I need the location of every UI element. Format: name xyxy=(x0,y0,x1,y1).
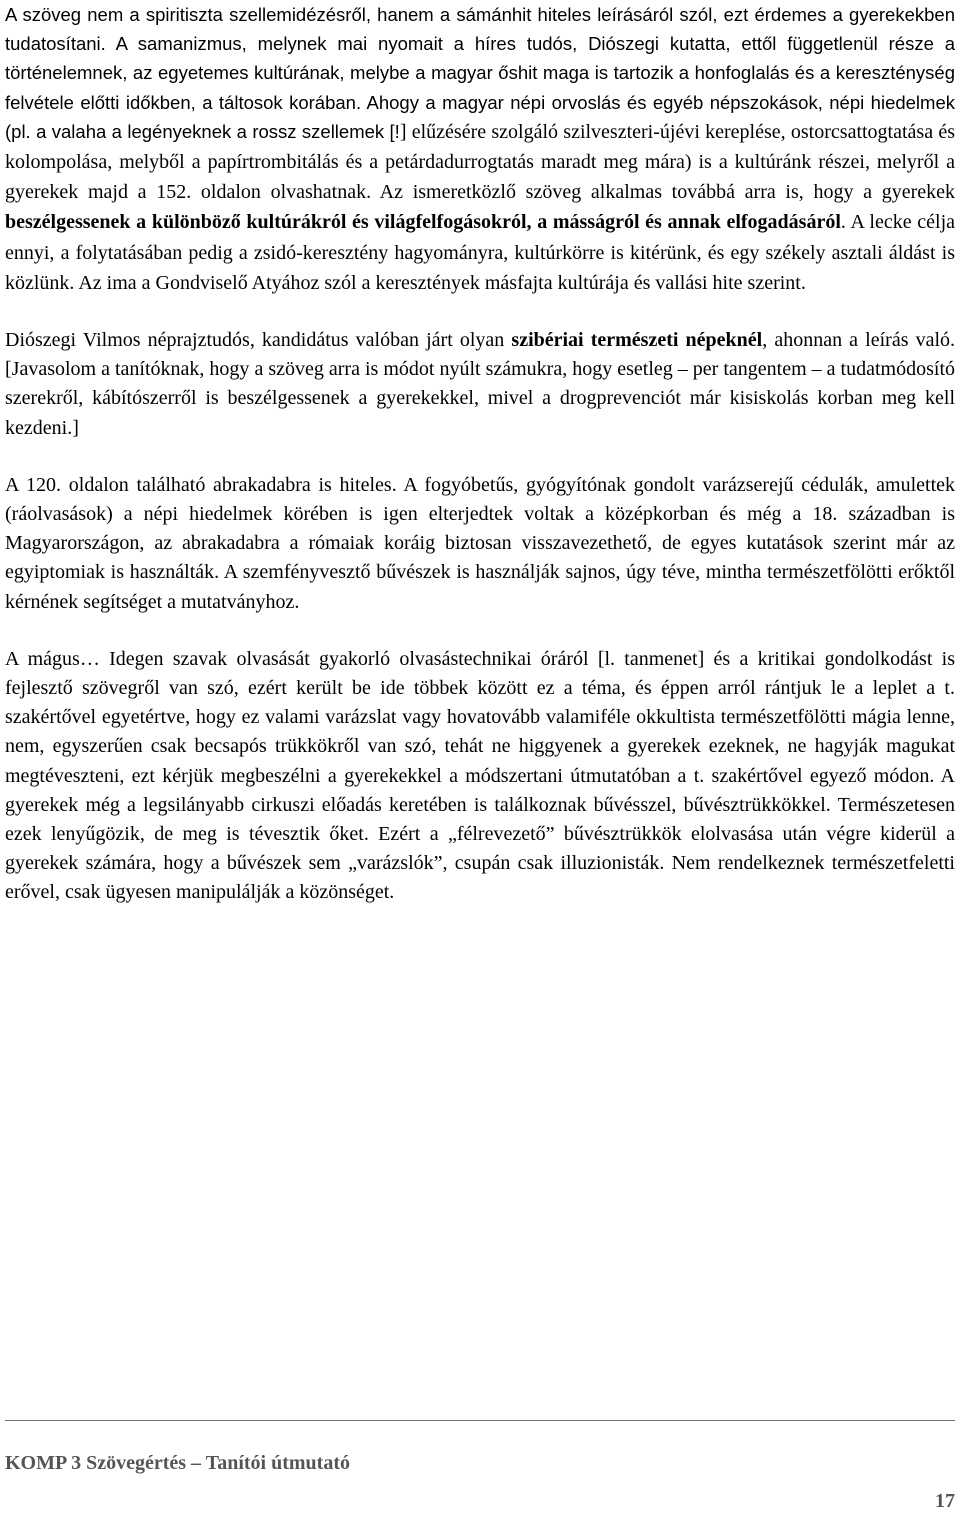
paragraph-shamanism-closing-text: . A lecke célja ennyi, a folytatásában pedig a zsidó-keresztény hagyományra, kultúrkörre is kitérünk, és egy székely asztali áldást is közlünk. Az ima a Gondviselő Atyához szól a keresztények másfajta kultúrája és vallási hite szerint. xyxy=(5,211,955,294)
paragraph-magus: A mágus… Idegen szavak olvasását gyakorló olvasástechnikai óráról [l. tanmenet] és a kritikai gondolkodást is fejlesztő szövegről van szó, ezért került be ide többek között ez a téma, és éppen arról rántjuk le a leplet a t. szakértővel egyetértve, hogy ez valami varázslat vagy hovatovább valamiféle okkultista természetfölötti mágia lenne, nem, egyszerűen csak becsapós trükkökről van szó, tehát ne higgyenek a gyerekek ezeknek, ne hagyják magukat megtéveszteni, ezt kérjük megbeszélni a gyerekekkel a módszertani útmutatóban a t. szakértővel egyező módon. A gyerekek még a legsilányabb cirkuszi előadás keretében is találkoznak bűvésszel, bűvésztrükkökkel. Természetesen ezek lenyűgözik, de meg is tévesztik őket. Ezért a „félrevezető” bűvésztrükkök elolvasása után végre kiderül a gyerekek számára, hogy a bűvészek sem „varázslók”, csupán csak illuzionisták. Nem rendelkeznek természetfeletti erővel, csak ügyesen manipulálják a közönséget. xyxy=(5,647,955,904)
paragraph-shamanism-sans-text: A szöveg nem a spiritiszta szellemidézésről, hanem a sámánhit hiteles leírásáról szól, ezt érdemes a gyerekekben tudatosítani. A samanizmus, melynek mai nyomait a híres tudós, Diószegi kutatta, ettől függetlenül része a történelemnek, az egyetemes kultúrának, melybe a magyar őshit maga is tartozik a honfoglalás és a kereszténység felvétele előtti időkben, a táltosok korában. Ahogy a magyar népi orvoslás és egyéb népszokások, népi hiedelmek (pl. a valaha a legényeknek a rossz szellemek [! xyxy=(5,4,955,142)
page-number: 17 xyxy=(935,1490,955,1512)
paragraph-shamanism xyxy=(5,0,955,298)
paragraph-dioszegi-text-start: Diószegi Vilmos néprajztudós, kandidátus valóban járt olyan xyxy=(5,329,512,352)
footer-divider xyxy=(5,1420,955,1421)
document-body xyxy=(5,0,955,936)
paragraph-dioszegi-bold-text: szibériai természeti népeknél xyxy=(511,329,763,352)
paragraph-dioszegi xyxy=(5,326,955,443)
paragraph-abrakadabra: A 120. oldalon található abrakadabra is hiteles. A fogyóbetűs, gyógyítónak gondolt varázserejű cédulák, amulettek (ráolvasások) a népi hiedelmek körében is igen elterjedtek voltak a középkorban és még a 18. században is Magyarországon, az abrakadabra a rómaiak koráig biztosan visszavezethető, de egyes kutatások szerint már az egyiptomiak is használták. A szemfényvesztő bűvészek is használják sajnos, úgy téve, mintha természetfölötti erőktől kérnének segítséget a mutatványhoz. xyxy=(5,473,955,613)
footer-title: KOMP 3 Szövegértés – Tanítói útmutató xyxy=(5,1452,350,1474)
paragraph-shamanism-serif-text: ] elűzésére szolgáló szilveszteri-újévi kereplése, ostorcsattogtatása és kolompolása, melyből a papírtrombitálás és a petárdadurrogtatás maradt meg mára) is a kultúránk részei, melyről a gyerekek majd a 152. oldalon olvashatnak. Az ismeretközlő szöveg alkalmas továbbá arra is, hogy a gyerekek xyxy=(5,120,955,204)
paragraph-dioszegi-text-end: , ahonnan a leírás való. [Javasolom a tanítóknak, hogy a szöveg arra is módot nyúlt számukra, hogy esetleg – per tangentem – a tudatmódosító szerekről, kábítószerről is beszélgessenek a gyerekekkel, mivel a drogprevenciót már kisiskolás korban meg kell kezdeni.] xyxy=(5,329,956,439)
paragraph-shamanism-bold-text: beszélgessenek a különböző kultúrákról és világfelfogásokról, a másságról és annak elfogadásáról xyxy=(5,211,841,234)
